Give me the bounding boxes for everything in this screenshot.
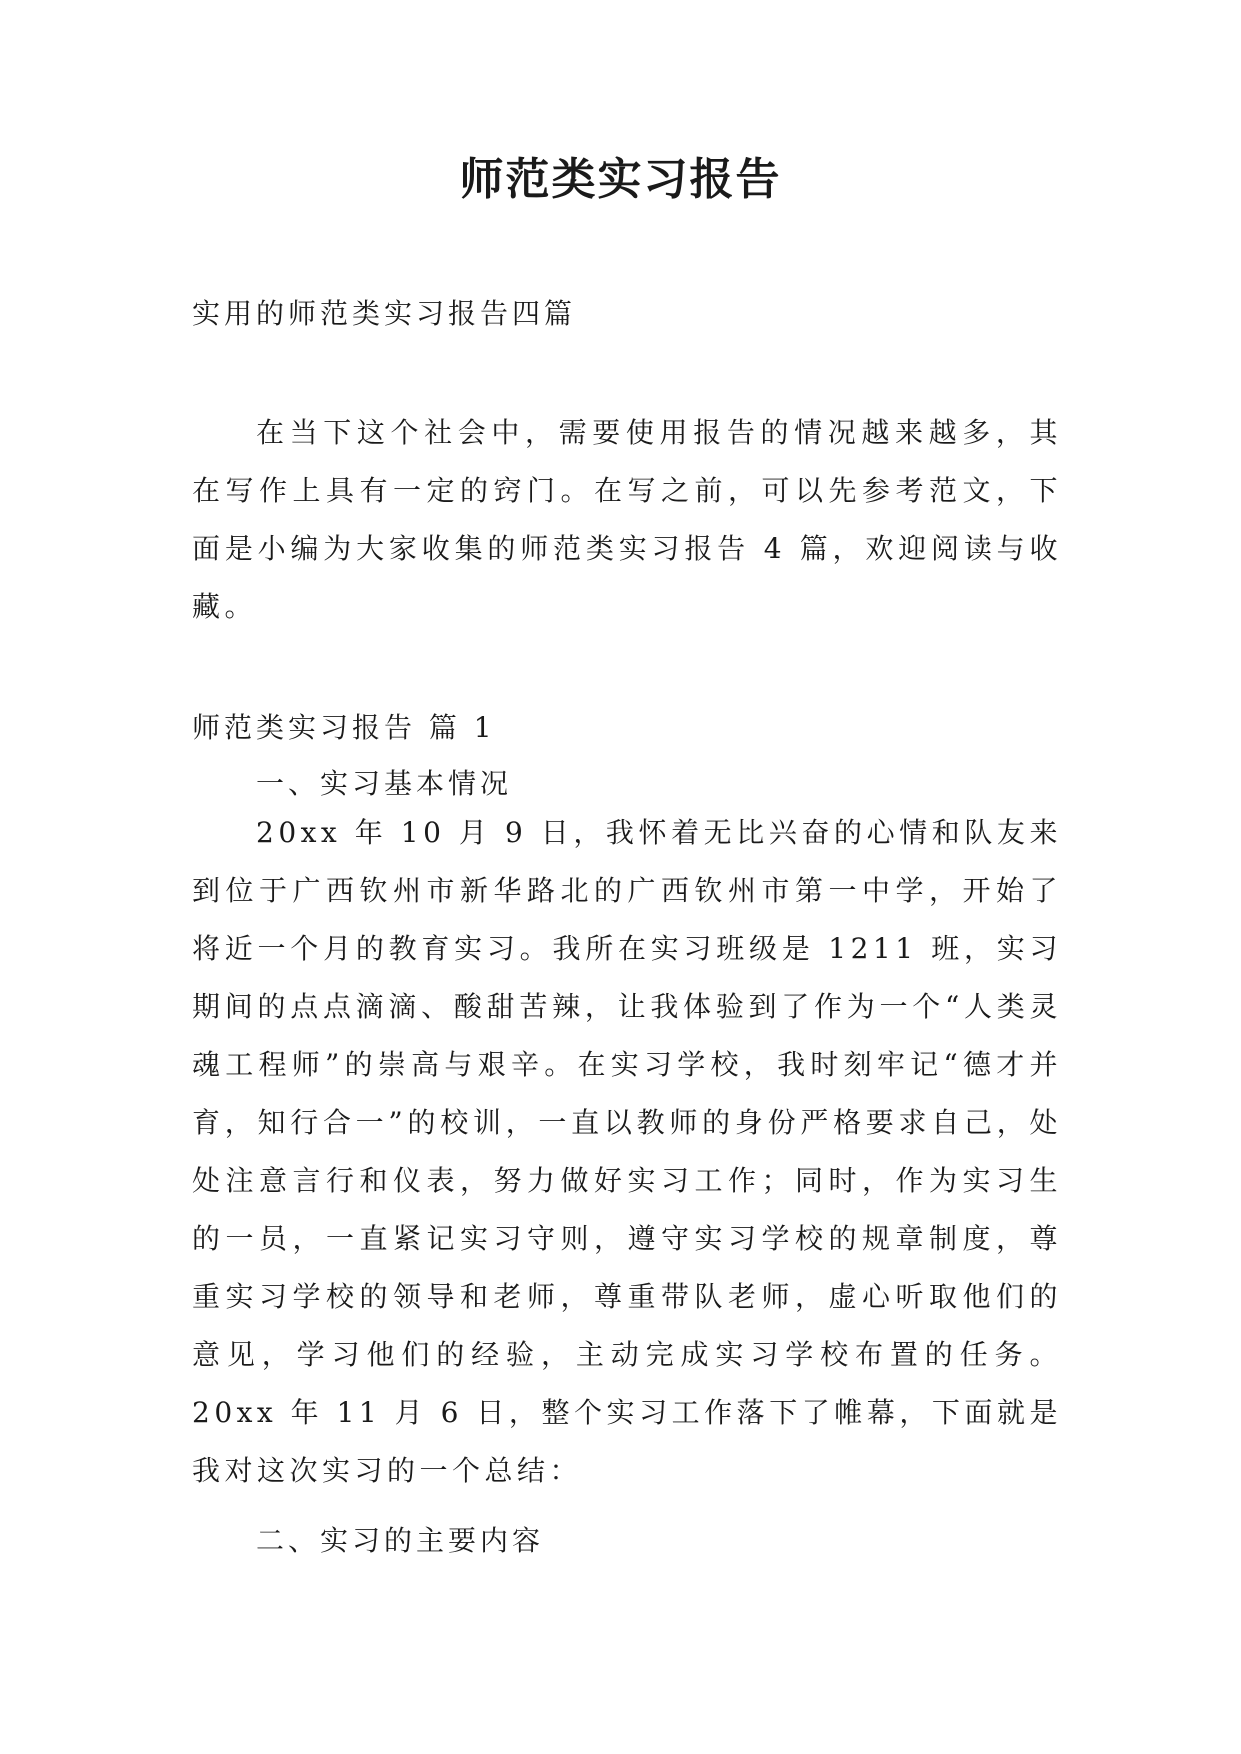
document-subtitle: 实用的师范类实习报告四篇: [192, 297, 577, 330]
section-heading-2: 二、实习的主要内容: [256, 1524, 545, 1557]
intro-paragraph: 在当下这个社会中，需要使用报告的情况越来越多，其在写作上具有一定的窍门。在写之前，可以先参考范文，下面是小编为大家收集的师范类实习报告 4 篇，欢迎阅读与收藏。: [192, 416, 1062, 623]
section-heading-1: 一、实习基本情况: [256, 767, 513, 800]
chapter-heading: 师范类实习报告 篇 1: [192, 711, 496, 744]
document-title: 师范类实习报告: [459, 154, 782, 205]
section-1-paragraph: 20xx 年 10 月 9 日，我怀着无比兴奋的心情和队友来到位于广西钦州市新华路北的广西钦州市第一中学，开始了将近一个月的教育实习。我所在实习班级是 1211 班，实习期间的点点滴滴、酸甜苦辣，让我体验到了作为一个“人类灵魂工程师”的崇高与艰辛。在实习学校，我时刻牢记“德才并育，知行合一”的校训，一直以教师的身份严格要求自己，处处注意言行和仪表，努力做好实习工作；同时，作为实习生的一员，一直紧记实习守则，遵守实习学校的规章制度，尊重实习学校的领导和老师，尊重带队老师，虚心听取他们的意见，学习他们的经验，主动完成实习学校布置的任务。20xx 年 11 月 6 日，整个实习工作落下了帷幕，下面就是我对这次实习的一个总结：: [192, 816, 1062, 1487]
